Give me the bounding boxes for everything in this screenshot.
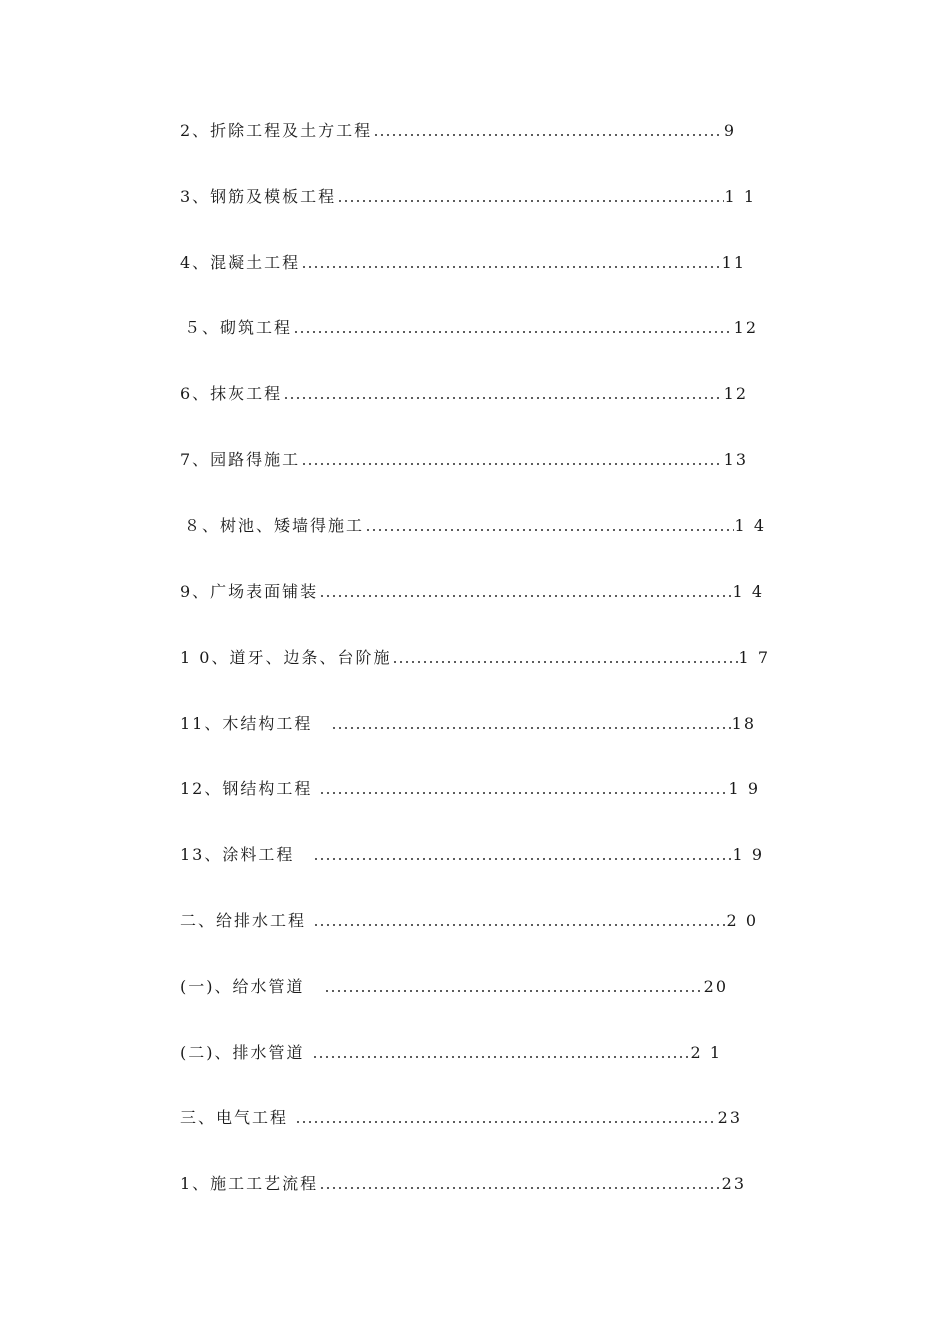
toc-entry-label: 1、施工工艺流程 [180, 1174, 319, 1193]
toc-entry [180, 579, 764, 605]
toc-entry [180, 1105, 742, 1131]
toc-entry-label: 6、抹灰工程 [180, 384, 283, 403]
toc-entry-label: 3、钢筋及模板工程 [180, 187, 337, 206]
toc-dot-leader [365, 513, 734, 539]
toc-entry-label: (一)、给水管道 [180, 977, 305, 996]
toc-entry [180, 1040, 722, 1066]
toc-entry-label: (二)、排水管道 [180, 1043, 305, 1062]
toc-entry-label: 9、广场表面铺装 [180, 582, 319, 601]
toc-entry-label: 11、木结构工程 [180, 714, 313, 733]
toc-dot-leader [312, 1040, 690, 1066]
toc-entry-page: 2 1 [690, 1043, 722, 1062]
toc-entry [180, 974, 728, 1000]
toc-entry [184, 513, 766, 539]
toc-entry-label: 12、钢结构工程 [180, 779, 313, 798]
toc-entry-label: ８、树池、矮墙得施工 [184, 516, 365, 535]
toc-entry-page: 9 [723, 121, 736, 140]
toc-dot-leader [319, 776, 727, 802]
toc-entry-page: 23 [721, 1174, 746, 1193]
toc-dot-leader [301, 447, 722, 473]
toc-dot-leader [313, 842, 731, 868]
toc-entry [180, 381, 748, 407]
toc-entry [180, 645, 770, 671]
toc-dot-leader [373, 118, 723, 144]
toc-entry [184, 315, 758, 341]
toc-entry-page: 2 0 [726, 911, 758, 930]
toc-entry-label: 13、涂料工程 [180, 845, 295, 864]
toc-entry [180, 184, 756, 210]
toc-dot-leader [301, 250, 720, 276]
toc-entry-page: 18 [731, 714, 756, 733]
toc-dot-leader [331, 711, 730, 737]
toc-entry-page: 13 [723, 450, 748, 469]
toc-entry-page: 1 1 [724, 187, 756, 206]
toc-entry-page: 12 [723, 384, 748, 403]
toc-entry [180, 776, 760, 802]
toc-dot-leader [293, 315, 733, 341]
toc-entry [180, 118, 736, 144]
toc-dot-leader [392, 645, 737, 671]
toc-dot-leader [313, 908, 726, 934]
toc-entry-page: 1 4 [734, 516, 766, 535]
toc-entry-label: 4、混凝土工程 [180, 253, 301, 272]
toc-dot-leader [324, 974, 703, 1000]
toc-entry [180, 1171, 746, 1197]
toc-entry-label: ５、砌筑工程 [184, 318, 293, 337]
toc-entry-label: 三、电气工程 [180, 1108, 289, 1127]
toc-entry-label: 二、给排水工程 [180, 911, 307, 930]
toc-entry-label: 7、园路得施工 [180, 450, 301, 469]
toc-entry [180, 908, 758, 934]
toc-entry [180, 711, 756, 737]
toc-entry-label: 1 0、道牙、边条、台阶施 [180, 648, 392, 667]
toc-entry-page: 20 [703, 977, 728, 996]
toc-dot-leader [319, 1171, 720, 1197]
toc-entry-page: 23 [717, 1108, 742, 1127]
toc-entry [180, 842, 764, 868]
toc-entry-page: 1 7 [738, 648, 770, 667]
toc-entry-page: 1 4 [732, 582, 764, 601]
toc-dot-leader [319, 579, 731, 605]
toc-dot-leader [295, 1105, 717, 1131]
toc-entry-page: 11 [721, 253, 746, 272]
toc-entry-label: 2、折除工程及土方工程 [180, 121, 373, 140]
toc-entry [180, 447, 748, 473]
toc-entry-page: 1 9 [732, 845, 764, 864]
toc-entry-page: 12 [733, 318, 758, 337]
toc-entry-page: 1 9 [728, 779, 760, 798]
toc-entry [180, 250, 746, 276]
toc-dot-leader [283, 381, 722, 407]
toc-dot-leader [337, 184, 723, 210]
